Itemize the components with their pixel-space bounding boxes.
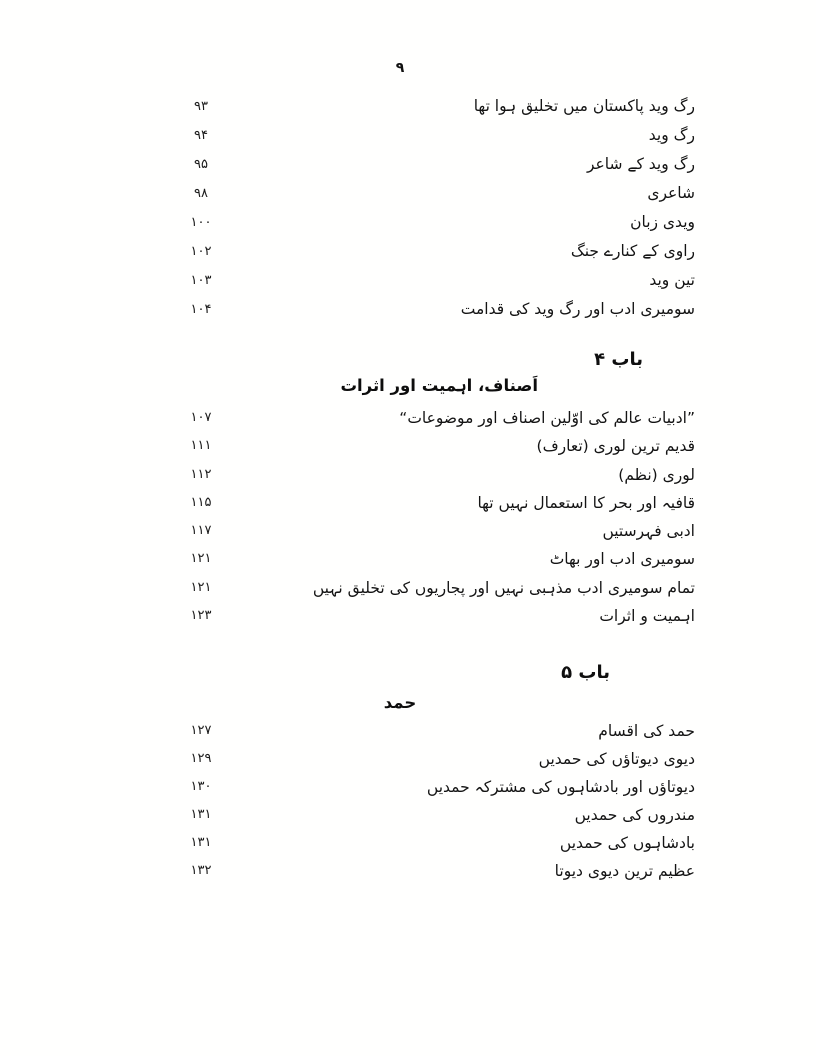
toc-entry	[0, 489, 816, 517]
toc-entry-title: تمام سومیری ادب مذہبی نہیں اور پجاریوں کی تخلیق نہیں	[312, 578, 695, 597]
toc-entry-page-number: ۱۲۷	[190, 723, 212, 738]
toc-entry	[0, 602, 816, 630]
toc-entry-title: بادشاہوں کی حمدیں	[559, 834, 695, 852]
toc-entry	[0, 461, 816, 489]
chapter-5-subtitle: حمد	[383, 693, 417, 712]
toc-entry	[0, 517, 816, 545]
toc-entry-title: اہمیت و اثرات	[599, 607, 695, 626]
toc-entry-page-number: ۱۰۷	[190, 410, 212, 425]
toc-entry	[0, 92, 816, 121]
toc-section	[0, 404, 816, 630]
toc-entry	[0, 179, 816, 208]
toc-entry-page-number: ۹۵	[194, 157, 208, 172]
toc-entry-page-number: ۱۰۴	[190, 302, 212, 317]
toc-entry-title: لوری (نظم)	[618, 465, 695, 484]
toc-entry	[0, 545, 816, 573]
toc-entry-page-number: ۱۳۰	[190, 779, 212, 794]
chapter-5-heading: باب ۵	[561, 662, 610, 683]
toc-entry	[0, 829, 816, 857]
toc-entry-page-number: ۱۲۹	[190, 751, 212, 766]
toc-entry-page-number: ۹۸	[194, 186, 208, 201]
toc-section	[0, 92, 816, 324]
chapter-4-subtitle: اَصناف، اہمیت اور اثرات	[340, 376, 538, 395]
toc-entry-title: قافیہ اور بحر کا استعمال نہیں تھا	[477, 493, 695, 512]
page-number: ۹	[395, 60, 405, 76]
toc-entry	[0, 773, 816, 801]
toc-entry-page-number: ۱۳۲	[190, 863, 212, 878]
toc-entry-title: قدیم ترین لوری (تعارف)	[536, 437, 695, 456]
toc-entry-title: عظیم ترین دیوی دیوتا	[554, 862, 695, 880]
toc-entry-page-number: ۱۲۳	[190, 608, 212, 624]
toc-entry-page-number: ۱۱۷	[190, 523, 212, 539]
toc-entry-page-number: ۱۲۱	[190, 579, 212, 595]
toc-entry-title: رگ وید	[648, 126, 695, 144]
toc-entry-page-number: ۱۱۲	[190, 466, 212, 482]
chapter-4-heading: باب ۴	[594, 349, 643, 370]
toc-entry-title: ”ادبیات عالم کی اوّلین اصناف اور موضوعات“	[399, 409, 695, 427]
toc-entry	[0, 801, 816, 829]
toc-entry-title: تین وید	[649, 271, 695, 289]
toc-entry	[0, 266, 816, 295]
toc-entry	[0, 745, 816, 773]
toc-entry	[0, 208, 816, 237]
toc-entry	[0, 150, 816, 179]
toc-entry-title: حمد کی اقسام	[598, 722, 695, 740]
toc-entry	[0, 237, 816, 266]
toc-entry	[0, 717, 816, 745]
toc-entry-page-number: ۱۱۱	[190, 438, 212, 454]
toc-section	[0, 717, 816, 885]
toc-entry-title: ویدی زبان	[630, 213, 695, 231]
toc-entry-title: شاعری	[647, 184, 695, 202]
toc-entry	[0, 295, 816, 324]
toc-entry-title: مندروں کی حمدیں	[574, 806, 695, 824]
toc-entry	[0, 857, 816, 885]
toc-entry-page-number: ۹۴	[194, 128, 208, 143]
toc-entry-title: دیوتاؤں اور بادشاہوں کی مشترکہ حمدیں	[426, 778, 695, 796]
toc-entry-page-number: ۱۰۳	[190, 273, 212, 288]
toc-entry-title: رگ وید پاکستان میں تخلیق ہوا تھا	[473, 97, 695, 115]
toc-entry-title: رگ وید کے شاعر	[586, 155, 695, 173]
toc-entry	[0, 574, 816, 602]
toc-entry-page-number: ۱۱۵	[190, 494, 212, 510]
toc-entry-title: دیوی دیوتاؤں کی حمدیں	[538, 750, 695, 768]
toc-entry	[0, 121, 816, 150]
toc-entry-page-number: ۱۰۰	[190, 215, 212, 230]
toc-entry-page-number: ۱۳۱	[190, 807, 212, 822]
toc-entry	[0, 404, 816, 432]
toc-entry-page-number: ۹۳	[194, 99, 208, 114]
toc-entry-title: راوی کے کنارے جنگ	[570, 242, 695, 260]
toc-entry-title: سومیری ادب اور رگ وید کی قدامت	[460, 300, 695, 318]
toc-entry-title: سومیری ادب اور بھاٹ	[549, 550, 695, 569]
toc-entry-page-number: ۱۲۱	[190, 551, 212, 567]
toc-entry-page-number: ۱۳۱	[190, 835, 212, 850]
toc-entry-title: ادبی فہرستیں	[602, 522, 695, 541]
toc-entry	[0, 432, 816, 460]
toc-entry-page-number: ۱۰۲	[190, 244, 212, 259]
